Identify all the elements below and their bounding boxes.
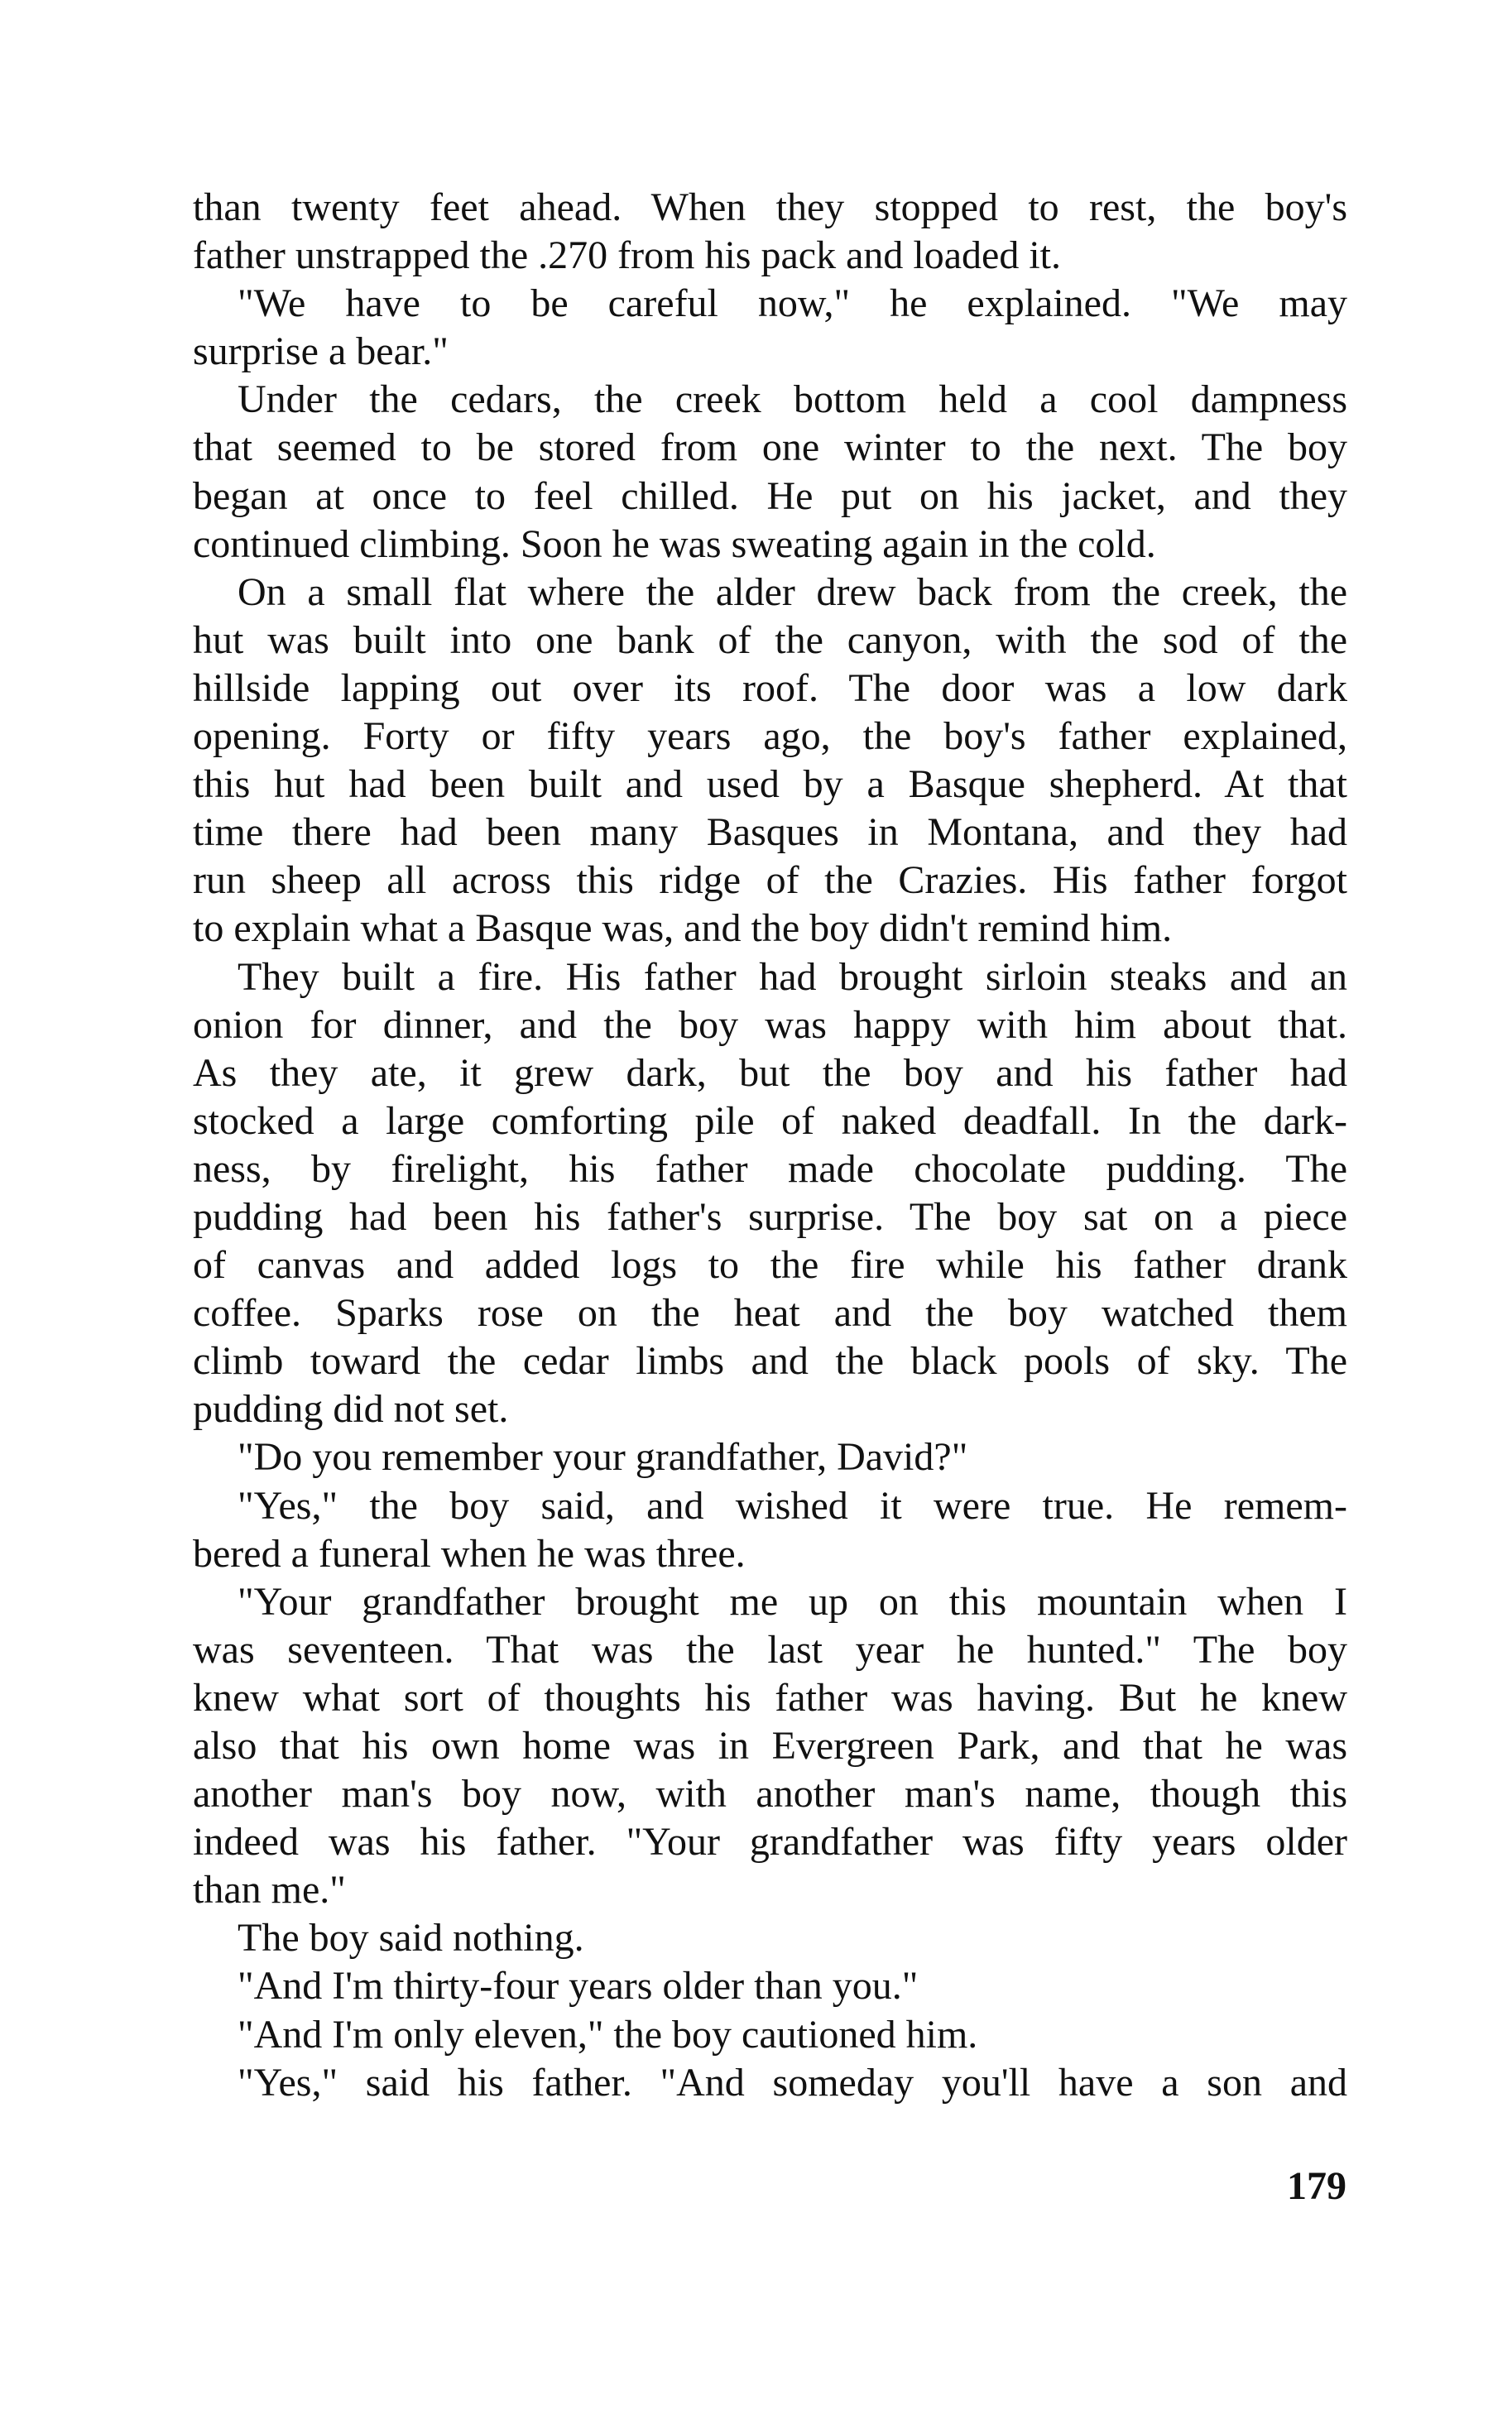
text-line: stocked a large comforting pile of naked deadfall. In the dark- (193, 1098, 1347, 1143)
text-line: "Yes," the boy said, and wished it were true. He remem- (238, 1483, 1347, 1528)
text-line: "We have to be careful now," he explained. "We may (238, 281, 1347, 326)
text-line: run sheep all across this ridge of the Crazies. His father forgot (193, 858, 1347, 903)
text-line: "And I'm thirty-four years older than you." (238, 1964, 919, 2009)
text-line: pudding did not set. (193, 1387, 509, 1432)
text-line: knew what sort of thoughts his father was having. But he knew (193, 1675, 1347, 1720)
text-line: indeed was his father. "Your grandfather was fifty years older (193, 1820, 1347, 1865)
text-line: that seemed to be stored from one winter to the next. The boy (193, 425, 1347, 470)
text-line: They built a fire. His father had brought sirloin steaks and an (238, 954, 1347, 999)
text-line: "Do you remember your grandfather, David?" (238, 1435, 968, 1480)
text-line: opening. Forty or fifty years ago, the boy's father explained, (193, 714, 1347, 759)
text-line: hut was built into one bank of the canyon, with the sod of the (193, 617, 1347, 662)
text-line: pudding had been his father's surprise. The boy sat on a piece (193, 1194, 1347, 1239)
text-line: Under the cedars, the creek bottom held a cool dampness (238, 377, 1347, 422)
text-line: than twenty feet ahead. When they stopped to rest, the boy's (193, 185, 1347, 229)
page-number: 179 (1287, 2164, 1346, 2208)
text-line: coffee. Sparks rose on the heat and the boy watched them (193, 1291, 1347, 1336)
text-line: was seventeen. That was the last year he hunted." The boy (193, 1627, 1347, 1672)
text-line: of canvas and added logs to the fire while his father drank (193, 1243, 1347, 1288)
text-line: "Your grandfather brought me up on this mountain when I (238, 1579, 1347, 1624)
text-line: "Yes," said his father. "And someday you'll have a son and (238, 2060, 1347, 2105)
text-line: The boy said nothing. (238, 1916, 584, 1961)
text-line: than me." (193, 1868, 346, 1913)
text-line: "And I'm only eleven," the boy cautioned him. (238, 2012, 978, 2057)
text-line: this hut had been built and used by a Basque shepherd. At that (193, 762, 1347, 807)
text-line: On a small flat where the alder drew back from the creek, the (238, 569, 1347, 614)
text-line: onion for dinner, and the boy was happy with him about that. (193, 1002, 1347, 1047)
text-line: another man's boy now, with another man's name, though this (193, 1772, 1347, 1817)
text-line: also that his own home was in Evergreen Park, and that he was (193, 1724, 1347, 1768)
text-line: ness, by firelight, his father made chocolate pudding. The (193, 1146, 1347, 1191)
text-line: bered a funeral when he was three. (193, 1531, 746, 1576)
text-line: As they ate, it grew dark, but the boy and his father had (193, 1050, 1347, 1095)
text-line: continued climbing. Soon he was sweating again in the cold. (193, 521, 1156, 566)
text-line: time there had been many Basques in Montana, and they had (193, 810, 1347, 855)
text-line: climb toward the cedar limbs and the black pools of sky. The (193, 1339, 1347, 1384)
text-line: to explain what a Basque was, and the boy didn't remind him. (193, 906, 1173, 951)
text-line: father unstrapped the .270 from his pack and loaded it. (193, 233, 1062, 278)
body-text (193, 184, 1347, 2107)
text-line: began at once to feel chilled. He put on his jacket, and they (193, 473, 1347, 518)
text-line: hillside lapping out over its roof. The door was a low dark (193, 665, 1347, 710)
text-line: surprise a bear." (193, 329, 449, 374)
